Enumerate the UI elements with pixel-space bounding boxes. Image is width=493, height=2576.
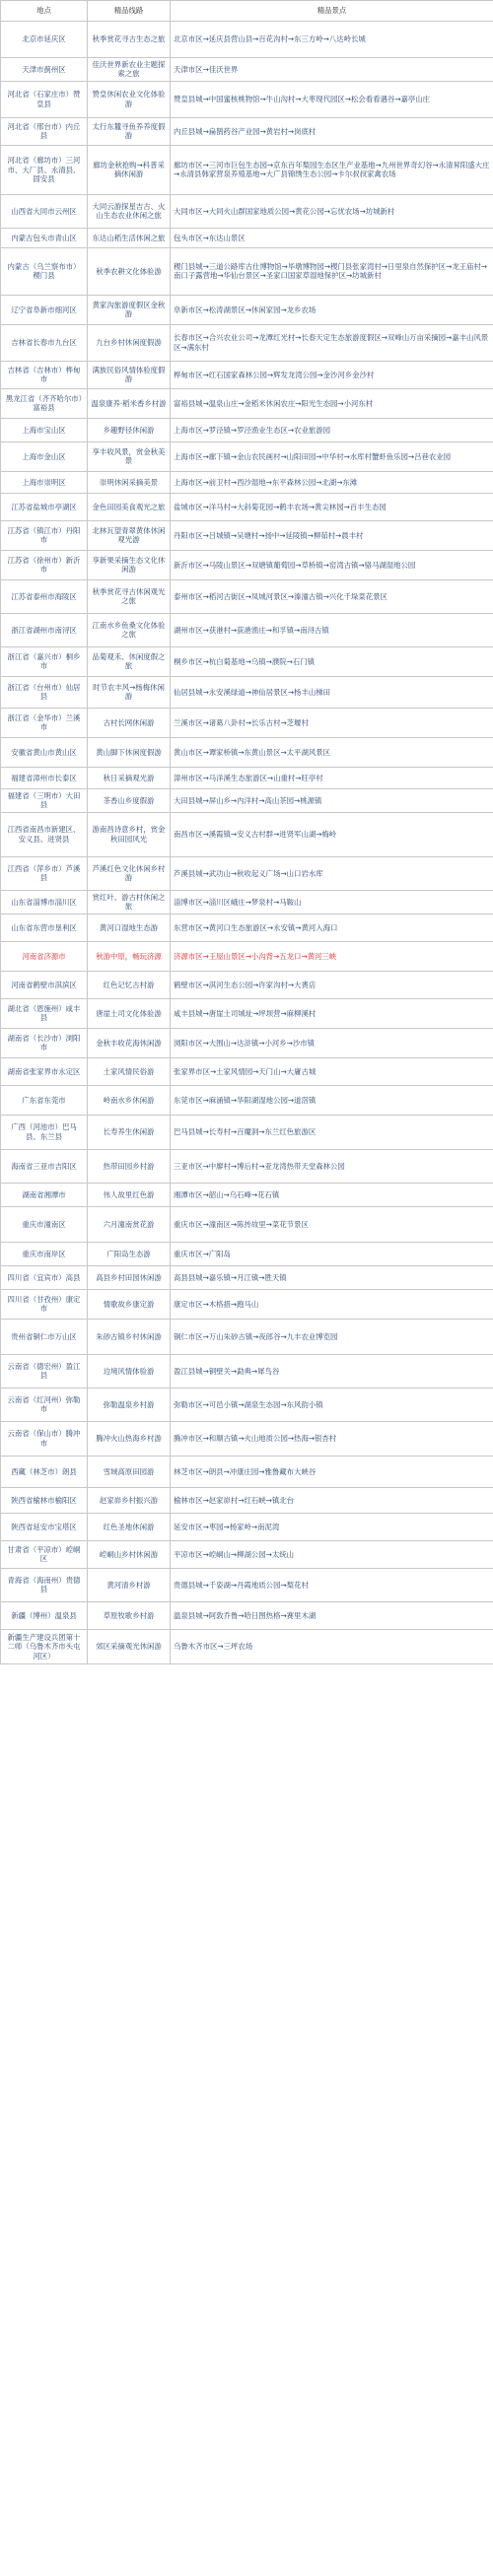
table-row bbox=[1, 737, 493, 767]
row-spots: 济源市区→王屋山景区→小沟背→五龙口→黄河三峡 bbox=[171, 941, 493, 971]
row-location: 吉林省（吉林市）桦甸市 bbox=[1, 361, 88, 388]
row-spots: 桐乡市区→杭白菊基地→乌镇→濮院→石门镇 bbox=[171, 646, 493, 676]
row-route: 赞皇休闲农业文化体验游 bbox=[88, 81, 171, 117]
row-spots: 乌鲁木齐市区→三坪农场 bbox=[171, 1629, 493, 1663]
row-location: 辽宁省阜新市细河区 bbox=[1, 295, 88, 324]
row-route: 弥勒温泉乡村游 bbox=[88, 1388, 171, 1421]
table-row bbox=[1, 1456, 493, 1487]
row-spots: 稷门县城→三道公路库古仕博物馆→毕墩博物园→稷门县张家湾村→日里泉自然保护区→龙王庙村→南口子露营地→华仙台景区→圣家口国家草湿地保护区→坊城新村 bbox=[171, 247, 493, 295]
row-spots: 兰溪市区→诸葛八卦村→长乐古村→芝堰村 bbox=[171, 708, 493, 737]
header-route: 精品线路 bbox=[88, 1, 171, 22]
row-spots: 盈江县城→铜壁关→勐典→犀鸟谷 bbox=[171, 1354, 493, 1388]
row-route: 秋季赏花寻古生态之旅 bbox=[88, 22, 171, 58]
row-spots: 芦溪县城→武功山→秋收起义广场→山口岩水库 bbox=[171, 856, 493, 890]
row-spots: 上海市区→廊下镇→金山农民画村→山阳田园→中华村→水库村蟹虾鱼乐园→吕巷农业园 bbox=[171, 441, 493, 471]
row-route: 佳沃世界新农业主题探索之旅 bbox=[88, 58, 171, 82]
header-location: 地点 bbox=[1, 1, 88, 22]
row-location: 上海市金山区 bbox=[1, 441, 88, 471]
table-row bbox=[1, 914, 493, 941]
row-route: 黄河口湿地生态游 bbox=[88, 914, 171, 941]
table-row bbox=[1, 1388, 493, 1421]
row-location: 新疆（博州）温泉县 bbox=[1, 1601, 88, 1629]
row-spots: 赞皇县城→中国蜜核桃物馆→牛山沟村→大枣现代园区→松会看看遇谷→嘉亭山庄 bbox=[171, 81, 493, 117]
row-spots: 张家界市区→土家风情园→天门山→大庸古城 bbox=[171, 1057, 493, 1085]
row-route: 品菊观禾、休闲度假之旅 bbox=[88, 646, 171, 676]
row-route: 土家风情民俗游 bbox=[88, 1057, 171, 1085]
table-row bbox=[1, 890, 493, 914]
row-spots: 丹阳市区→吕城镇→吴塘村→扬中→延陵镇→柳茹村→晨丰村 bbox=[171, 520, 493, 550]
row-spots: 漳州市区→马洋溪生态旅游区→山重村→旺亭村 bbox=[171, 767, 493, 788]
row-location: 云南省（红河州）弥勒市 bbox=[1, 1388, 88, 1421]
row-location: 北京市延庆区 bbox=[1, 22, 88, 58]
table-row bbox=[1, 58, 493, 82]
row-location: 贵州省铜仁市万山区 bbox=[1, 1319, 88, 1354]
row-spots: 贵德县城→千姿湖→丹霞地质公园→梨花村 bbox=[171, 1568, 493, 1601]
table-row bbox=[1, 1513, 493, 1540]
row-location: 河北省（邢台市）内丘县 bbox=[1, 117, 88, 145]
table-header-row bbox=[1, 1, 493, 22]
row-spots: 铜仁市区→万山朱砂古镇→夜郎谷→九丰农业博览园 bbox=[171, 1319, 493, 1354]
row-location: 湖北省（恩施州）咸丰县 bbox=[1, 998, 88, 1028]
row-location: 福建省漳州市长泰区 bbox=[1, 767, 88, 788]
table-row bbox=[1, 441, 493, 471]
table-row bbox=[1, 324, 493, 361]
table-row bbox=[1, 1206, 493, 1242]
row-location: 甘肃省（平凉市）崆峒区 bbox=[1, 1540, 88, 1568]
row-spots: 上海市区→前卫村→西沙湿地→东平森林公园→北湖→东滩 bbox=[171, 471, 493, 493]
table-row bbox=[1, 1149, 493, 1183]
table-row bbox=[1, 1242, 493, 1265]
row-spots: 大田县城→屏山乡→内洋村→高山茶园→桃源镇 bbox=[171, 788, 493, 812]
row-route: 满族民俗风情体验度假游 bbox=[88, 361, 171, 388]
row-spots: 淄博市区→淄川区峨庄→梦泉村→马鞍山 bbox=[171, 890, 493, 914]
row-location: 浙江省（台州市）仙居县 bbox=[1, 676, 88, 708]
row-spots: 重庆市区→潼南区→陈抟故里→菜花节景区 bbox=[171, 1206, 493, 1242]
row-spots: 盐城市区→洋马村→大斜菊花园→鹤丰农场→黄尖林园→百丰生态园 bbox=[171, 493, 493, 520]
row-spots: 鹤壁市区→淇河生态公园→许家沟村→大赉店 bbox=[171, 971, 493, 998]
row-location: 山东省东营市垦利区 bbox=[1, 914, 88, 941]
row-location: 四川省（宜宾市）高县 bbox=[1, 1265, 88, 1289]
row-location: 江西省南昌市新建区、安义县、进贤县 bbox=[1, 812, 88, 856]
table-row bbox=[1, 1354, 493, 1388]
row-spots: 咸丰县城→唐崖土司城址→坪坝营→麻柳溪村 bbox=[171, 998, 493, 1028]
row-route: 游南昌诗意乡村，赏金秋田园风光 bbox=[88, 812, 171, 856]
row-spots: 长春市区→合兴农业公司→龙潭红光村→长春天定生态旅游度假区→双峰山万亩采摘园→嘉丰山风景区→满东村 bbox=[171, 324, 493, 361]
table-row bbox=[1, 646, 493, 676]
table-row bbox=[1, 788, 493, 812]
row-spots: 包头市区→东达山景区 bbox=[171, 228, 493, 247]
row-location: 上海市宝山区 bbox=[1, 418, 88, 441]
row-location: 内蒙古（乌兰察布市）稷门县 bbox=[1, 247, 88, 295]
table-row bbox=[1, 1028, 493, 1057]
row-route: 伟人故里红色游 bbox=[88, 1183, 171, 1206]
row-route: 黄家沟旅游度假区金秋游 bbox=[88, 295, 171, 324]
row-spots: 东莞市区→麻涌镇→华阳湖湿地公园→道滘镇 bbox=[171, 1085, 493, 1115]
row-location: 新疆生产建设兵团第十二师（乌鲁木齐市头屯河区） bbox=[1, 1629, 88, 1663]
row-spots: 高县县城→嘉乐镇→月江镇→胜天镇 bbox=[171, 1265, 493, 1289]
row-route: 红色圣地休闲游 bbox=[88, 1513, 171, 1540]
table-row bbox=[1, 676, 493, 708]
row-location: 内蒙古包头市青山区 bbox=[1, 228, 88, 247]
row-route: 秋季农耕文化体验游 bbox=[88, 247, 171, 295]
row-route: 享丰收风景，赏金秋美景 bbox=[88, 441, 171, 471]
row-route: 东达山稻生活休闲之旅 bbox=[88, 228, 171, 247]
row-location: 海南省三亚市吉阳区 bbox=[1, 1149, 88, 1183]
row-route: 金秋丰收花海休闲游 bbox=[88, 1028, 171, 1057]
row-route: 秋游中原，畅玩济源 bbox=[88, 941, 171, 971]
row-route: 情歌故乡康定游 bbox=[88, 1289, 171, 1319]
row-route: 温泉康养·稻米香乡村游 bbox=[88, 388, 171, 418]
row-location: 西藏（林芝市）朗县 bbox=[1, 1456, 88, 1487]
table-row bbox=[1, 1629, 493, 1663]
row-location: 上海市崇明区 bbox=[1, 471, 88, 493]
table-row bbox=[1, 1265, 493, 1289]
row-spots: 弥勒市区→可邑小镇→湖泉生态园→东风韵小镇 bbox=[171, 1388, 493, 1421]
table-row bbox=[1, 520, 493, 550]
table-row bbox=[1, 493, 493, 520]
row-spots: 重庆市区→广阳岛 bbox=[171, 1242, 493, 1265]
row-route: 赵家峁乡村振兴游 bbox=[88, 1487, 171, 1513]
table-row bbox=[1, 1085, 493, 1115]
row-location: 湖南省（长沙市）浏阳市 bbox=[1, 1028, 88, 1057]
row-spots: 林芝市区→朗县→冲康庄园→雅鲁藏布大峡谷 bbox=[171, 1456, 493, 1487]
table-row bbox=[1, 1540, 493, 1568]
table-row bbox=[1, 418, 493, 441]
row-spots: 天津市区→佳沃世界 bbox=[171, 58, 493, 82]
row-spots: 阜新市区→松涛湖景区→休闲家园→龙乡农场 bbox=[171, 295, 493, 324]
row-route: 朱砂古镇乡村休闲游 bbox=[88, 1319, 171, 1354]
row-spots: 温泉县城→阿敦乔鲁→哈日图热格→赛里木湖 bbox=[171, 1601, 493, 1629]
row-spots: 泰州市区→稻河古街区→凤城河景区→溱潼古镇→兴化千垛菜花景区 bbox=[171, 579, 493, 613]
row-route: 草原牧歌乡村游 bbox=[88, 1601, 171, 1629]
row-spots: 东营市区→黄河口生态旅游区→永安镇→黄河入海口 bbox=[171, 914, 493, 941]
row-route: 金色田园美食观光之旅 bbox=[88, 493, 171, 520]
table-row bbox=[1, 812, 493, 856]
row-route: 黄山脚下休闲度假游 bbox=[88, 737, 171, 767]
row-route: 享新果采摘生态文化休闲游 bbox=[88, 550, 171, 579]
table-row bbox=[1, 1057, 493, 1085]
row-route: 岭南水乡休闲游 bbox=[88, 1085, 171, 1115]
row-spots: 湖州市区→获港村→荻港渔庄→和孚镇→南浔古镇 bbox=[171, 613, 493, 646]
row-location: 江西省（萍乡市）芦溪县 bbox=[1, 856, 88, 890]
row-location: 山西省大同市云州区 bbox=[1, 194, 88, 228]
table-body bbox=[1, 22, 493, 1664]
table-row bbox=[1, 767, 493, 788]
row-location: 河南省鹤壁市淇滨区 bbox=[1, 971, 88, 998]
header-spots: 精品景点 bbox=[171, 1, 493, 22]
row-location: 云南省（保山市）腾冲市 bbox=[1, 1421, 88, 1456]
row-location: 山东省淄博市淄川区 bbox=[1, 890, 88, 914]
row-location: 重庆市南岸区 bbox=[1, 1242, 88, 1265]
row-route: 北林瓦望青翠黄体休闲观光游 bbox=[88, 520, 171, 550]
row-location: 吉林省长春市九台区 bbox=[1, 324, 88, 361]
row-location: 河北省（廊坊市）三河市、大厂县、永清县、固安县 bbox=[1, 145, 88, 194]
table-row bbox=[1, 1115, 493, 1149]
row-route: 边境风情体验游 bbox=[88, 1354, 171, 1388]
row-spots: 三亚市区→中廖村→博后村→亚龙湾热带天堂森林公园 bbox=[171, 1149, 493, 1183]
row-route: 广阳岛生态游 bbox=[88, 1242, 171, 1265]
row-location: 浙江省（嘉兴市）桐乡市 bbox=[1, 646, 88, 676]
row-route: 乡趣野径休闲游 bbox=[88, 418, 171, 441]
table-row bbox=[1, 1183, 493, 1206]
row-location: 云南省（德宏州）盈江县 bbox=[1, 1354, 88, 1388]
row-spots: 康定市区→木格措→跑马山 bbox=[171, 1289, 493, 1319]
row-location: 浙江省湖州市南浔区 bbox=[1, 613, 88, 646]
row-spots: 新沂市区→马陵山景区→双塘镇葡萄园→草桥镇→窑湾古镇→骆马湖湿地公园 bbox=[171, 550, 493, 579]
table-row bbox=[1, 22, 493, 58]
table-row bbox=[1, 81, 493, 117]
row-route: 廊坊金秋抢购→科普采摘休闲游 bbox=[88, 145, 171, 194]
row-spots: 榆林市区→赵家峁村→红石峡→镇北台 bbox=[171, 1487, 493, 1513]
row-route: 时节农丰风→杨梅休闲游 bbox=[88, 676, 171, 708]
row-location: 湖南省湘潭市 bbox=[1, 1183, 88, 1206]
row-spots: 廊坊市区→三河市巨包生态园→京东百年梨园生态区生产业基地→九州世界奇幻谷→永清昇阳盛大庄→永清县韩家营泉养殖基地→大广县锦绣生态公园→卡尔叔叔家禽农场 bbox=[171, 145, 493, 194]
row-route: 茶香山乡度假游 bbox=[88, 788, 171, 812]
row-spots: 腾冲市区→和顺古镇→火山地质公园→热海→银杏村 bbox=[171, 1421, 493, 1456]
row-location: 广东省东莞市 bbox=[1, 1085, 88, 1115]
table-row bbox=[1, 550, 493, 579]
table-row bbox=[1, 361, 493, 388]
row-route: 崇明休闲采摘美景 bbox=[88, 471, 171, 493]
row-location: 广西（河池市）巴马县、东兰县 bbox=[1, 1115, 88, 1149]
row-location: 四川省（甘孜州）康定市 bbox=[1, 1289, 88, 1319]
row-spots: 浏阳市区→大围山→达浒镇→小河乡→沙市镇 bbox=[171, 1028, 493, 1057]
row-spots: 大同市区→大同火山群国家地质公园→黄花公园→忘忧农场→坊城新村 bbox=[171, 194, 493, 228]
row-location: 安徽省黄山市黄山区 bbox=[1, 737, 88, 767]
row-route: 古村长网休闲游 bbox=[88, 708, 171, 737]
row-location: 黑龙江省（齐齐哈尔市）富裕县 bbox=[1, 388, 88, 418]
table-row bbox=[1, 1421, 493, 1456]
table-row bbox=[1, 117, 493, 145]
row-spots: 湘潭市区→韶山→乌石峰→花石镇 bbox=[171, 1183, 493, 1206]
table-row bbox=[1, 145, 493, 194]
table-row bbox=[1, 194, 493, 228]
row-route: 芦溪红色文化休闲乡村游 bbox=[88, 856, 171, 890]
row-route: 大同云游探星吉古、火山生态农业休闲之旅 bbox=[88, 194, 171, 228]
row-route: 六月潼南赏花游 bbox=[88, 1206, 171, 1242]
row-location: 江苏省（徐州市）新沂市 bbox=[1, 550, 88, 579]
row-spots: 内丘县城→扁鹊药谷产业园→黄岩村→岗底村 bbox=[171, 117, 493, 145]
row-route: 崆峒山乡村休闲游 bbox=[88, 1540, 171, 1568]
row-route: 九台乡村休闲度假游 bbox=[88, 324, 171, 361]
row-location: 福建省（三明市）大田县 bbox=[1, 788, 88, 812]
table-row bbox=[1, 471, 493, 493]
row-route: 高县乡村田园休闲游 bbox=[88, 1265, 171, 1289]
table-row bbox=[1, 1319, 493, 1354]
row-spots: 延安市区→枣园→杨家岭→南泥湾 bbox=[171, 1513, 493, 1540]
row-location: 陕西省榆林市榆阳区 bbox=[1, 1487, 88, 1513]
table-row bbox=[1, 1487, 493, 1513]
row-location: 陕西省延安市宝塔区 bbox=[1, 1513, 88, 1540]
row-route: 雪域高原田园游 bbox=[88, 1456, 171, 1487]
row-route: 太行东麓寻鱼养养度假游 bbox=[88, 117, 171, 145]
table-row bbox=[1, 228, 493, 247]
row-location: 河北省（石家庄市）赞皇县 bbox=[1, 81, 88, 117]
table-row bbox=[1, 941, 493, 971]
table-row bbox=[1, 1568, 493, 1601]
row-location: 湖南省张家界市永定区 bbox=[1, 1057, 88, 1085]
table-row bbox=[1, 971, 493, 998]
row-route: 长寿养生休闲游 bbox=[88, 1115, 171, 1149]
row-location: 江苏省泰州市海陵区 bbox=[1, 579, 88, 613]
row-route: 黄河清乡村游 bbox=[88, 1568, 171, 1601]
table-row bbox=[1, 998, 493, 1028]
row-route: 江南水乡鱼桑文化体验之旅 bbox=[88, 613, 171, 646]
row-spots: 南昌市区→溪霞镇→安义古村群→进贤军山湖→梅岭 bbox=[171, 812, 493, 856]
row-spots: 北京市区→延庆县营山县→百花沟村→东三方岭→八达岭长城 bbox=[171, 22, 493, 58]
row-route: 秋季赏花寻古休闲观光之旅 bbox=[88, 579, 171, 613]
row-route: 郊区采摘观光休闲游 bbox=[88, 1629, 171, 1663]
row-spots: 上海市区→罗泾镇→罗泾渔业生态区→农业旅游园 bbox=[171, 418, 493, 441]
table-row bbox=[1, 579, 493, 613]
table-row bbox=[1, 1601, 493, 1629]
row-spots: 巴马县城→长寿村→百魔洞→东兰红色旅游区 bbox=[171, 1115, 493, 1149]
row-location: 江苏省（镇江市）丹阳市 bbox=[1, 520, 88, 550]
table-row bbox=[1, 856, 493, 890]
row-spots: 黄山市区→谭家桥镇→东黄山景区→太平湖风景区 bbox=[171, 737, 493, 767]
row-spots: 仙居县城→永安溪绿道→神仙居景区→杨丰山梯田 bbox=[171, 676, 493, 708]
row-route: 唐崖土司文化体验游 bbox=[88, 998, 171, 1028]
row-spots: 桦甸市区→红石国家森林公园→辉发龙湾公园→金沙河乡金沙村 bbox=[171, 361, 493, 388]
table-row bbox=[1, 295, 493, 324]
row-location: 青海省（海南州）贵德县 bbox=[1, 1568, 88, 1601]
row-route: 红色记忆古村游 bbox=[88, 971, 171, 998]
row-spots: 平凉市区→崆峒山→柳湖公园→太统山 bbox=[171, 1540, 493, 1568]
table-row bbox=[1, 708, 493, 737]
row-route: 热带田园乡村游 bbox=[88, 1149, 171, 1183]
row-location: 重庆市潼南区 bbox=[1, 1206, 88, 1242]
row-location: 浙江省（金华市）兰溪市 bbox=[1, 708, 88, 737]
table-row bbox=[1, 247, 493, 295]
row-route: 腾冲火山热海乡村游 bbox=[88, 1421, 171, 1456]
row-location: 天津市蓟州区 bbox=[1, 58, 88, 82]
row-location: 江苏省盐城市亭湖区 bbox=[1, 493, 88, 520]
table-row bbox=[1, 613, 493, 646]
row-location: 河南省济源市 bbox=[1, 941, 88, 971]
row-spots: 富裕县城→温泉山庄→金稻米休闲农庄→阳光生态园→小河东村 bbox=[171, 388, 493, 418]
row-route: 秋日采摘观光游 bbox=[88, 767, 171, 788]
table-row bbox=[1, 388, 493, 418]
table-row bbox=[1, 1289, 493, 1319]
row-route: 赏红叶、游古村休闲之旅 bbox=[88, 890, 171, 914]
